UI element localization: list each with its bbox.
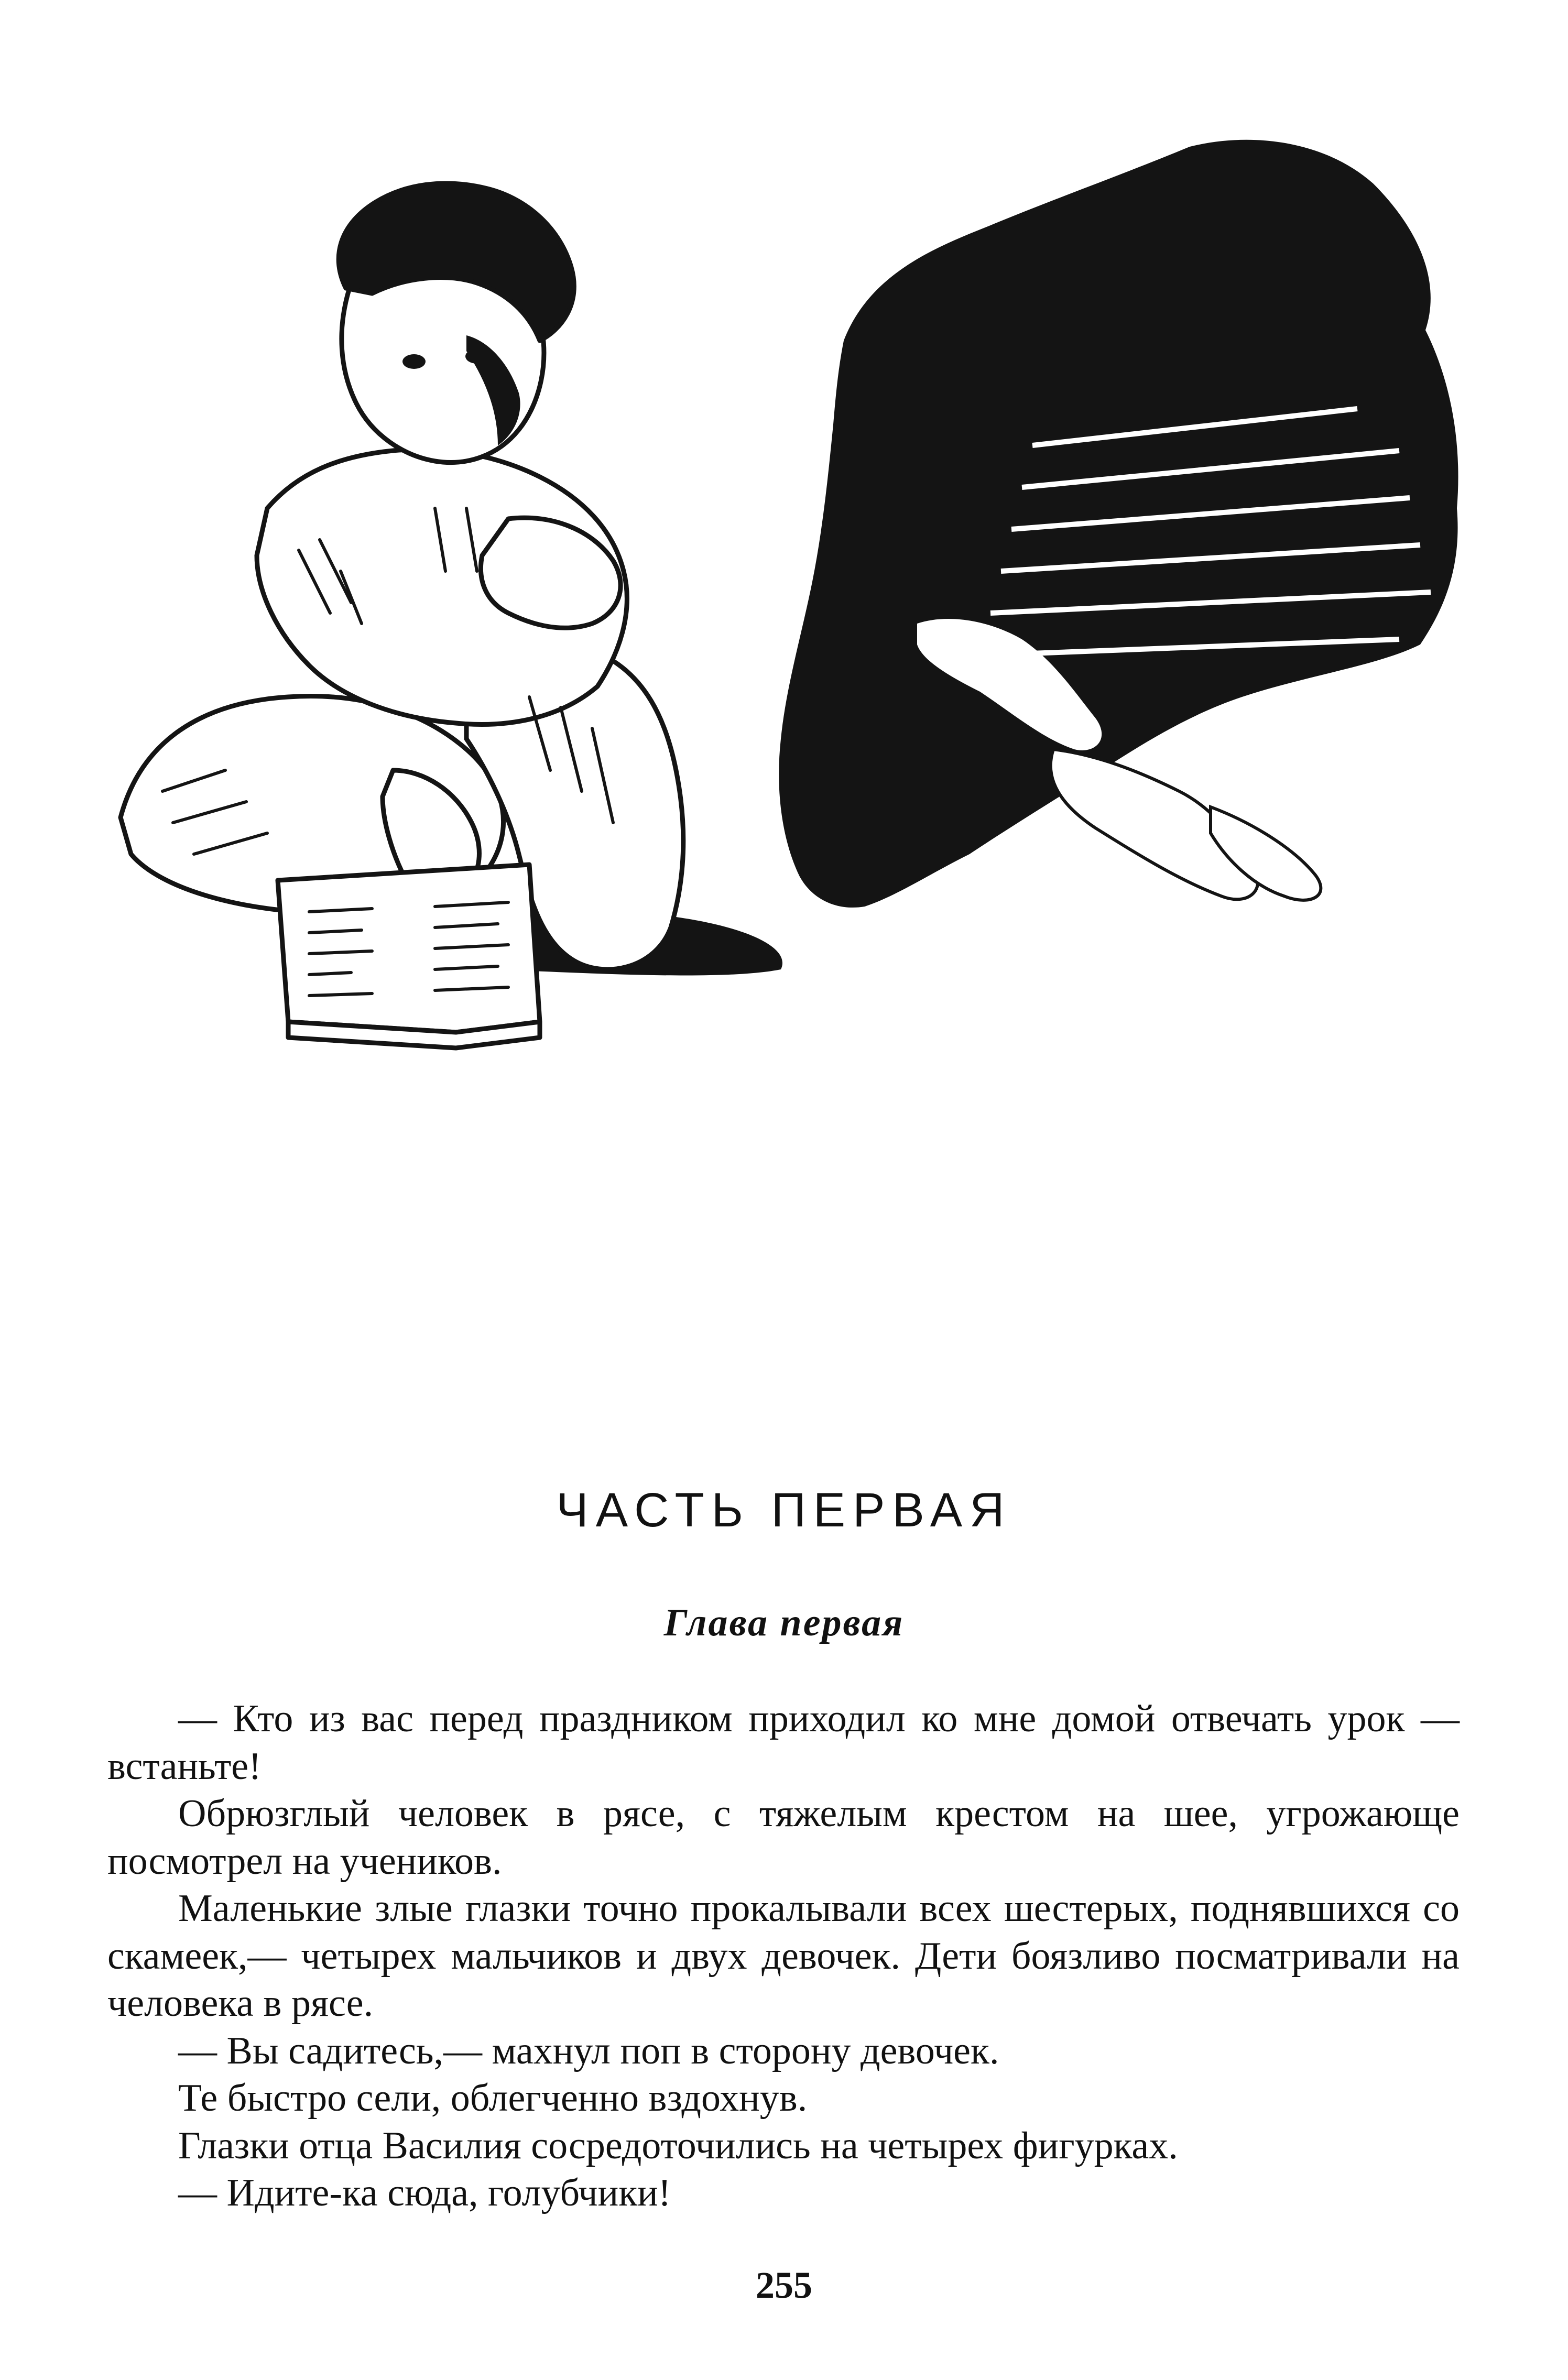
paragraph: — Вы садитесь,— махнул поп в сторону девочек. xyxy=(178,2029,999,2072)
paragraph: Обрюзглый человек в рясе, с тяжелым крестом на шее, угрожающе посмотрел на учеников. xyxy=(107,1792,1460,1883)
paragraph: — Идите-ка сюда, голубчики! xyxy=(178,2171,671,2214)
paragraph: Маленькие злые глазки точно прокалывали всех шестерых, поднявшихся со скамеек,— четырех мальчиков и двух девочек. Дети боязливо посматривали на человека в рясе. xyxy=(107,1887,1460,2025)
chapter-title: Глава первая xyxy=(663,1601,905,1644)
boy-reading-book-illustration xyxy=(100,110,1483,1148)
page-number: 255 xyxy=(756,2264,812,2306)
paragraph: Те быстро сели, облегченно вздохнув. xyxy=(178,2077,808,2120)
part-title: ЧАСТЬ ПЕРВАЯ xyxy=(556,1483,1012,1537)
chapter-text xyxy=(107,1695,1460,2217)
paragraph: — Кто из вас перед праздником приходил ко мне домой отвечать урок — встаньте! xyxy=(107,1697,1460,1788)
paragraph: Глазки отца Василия сосредоточились на четырех фигурках. xyxy=(178,2124,1178,2167)
